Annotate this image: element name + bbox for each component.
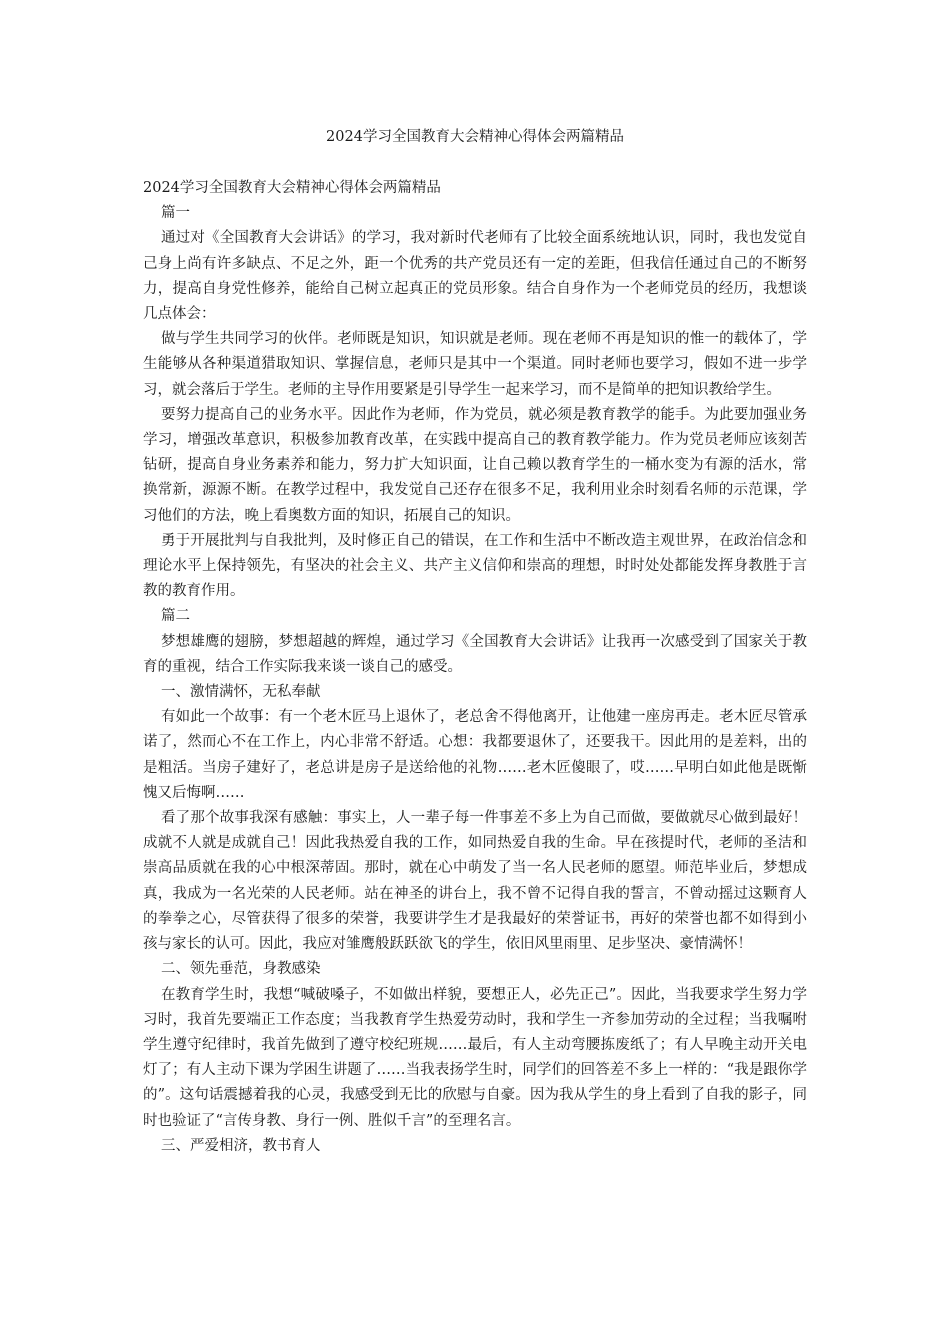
- paragraph: 做与学生共同学习的伙伴。老师既是知识，知识就是老师。现在老师不再是知识的惟一的载体了，学生能够从各种渠道猎取知识、掌握信息，老师只是其中一个渠道。同时老师也要学习，假如不进一步学习，就会落后于学生。老师的主导作用要紧是引导学生一起来学习，而不是简单的把知识教给学生。: [143, 331, 807, 398]
- paragraph: 有如此一个故事：有一个老木匠马上退休了，老总舍不得他离开，让他建一座房再走。老木匠尽管承诺了，然而心不在工作上，内心非常不舒适。心想：我都要退休了，还要我干。因此用的是差料，出的是粗活。当房子建好了，老总讲是房子是送给他的礼物……老木匠傻眼了，哎……早明白如此他是既惭愧又后悔啊……: [143, 709, 807, 801]
- paragraph: 三、严爱相济，教书育人: [161, 1137, 321, 1154]
- paragraph: 篇二: [161, 608, 190, 625]
- paragraph: 二、领先垂范，身教感染: [161, 961, 321, 978]
- document-title: 2024学习全国教育大会精神心得体会两篇精品: [326, 129, 624, 145]
- paragraph: 梦想雄鹰的翅膀，梦想超越的辉煌，通过学习《全国教育大会讲话》让我再一次感受到了国家关于教育的重视，结合工作实际我来谈一谈自己的感受。: [143, 633, 807, 675]
- paragraph: 篇一: [161, 205, 190, 222]
- paragraph: 一、激情满怀，无私奉献: [161, 684, 321, 701]
- paragraph: 2024学习全国教育大会精神心得体会两篇精品: [143, 180, 441, 196]
- paragraph: 在教育学生时，我想“喊破嗓子，不如做出样貌，要想正人，必先正己”。因此，当我要求学生努力学习时，我首先要端正工作态度；当我教育学生热爱劳动时，我和学生一齐参加劳动的全过程；当我嘱咐学生遵守纪律时，我首先做到了遵守校纪班规……最后，有人主动弯腰拣废纸了；有人早晚主动开关电灯了；有人主动下课为学困生讲题了……当我表扬学生时，同学们的回答差不多上一样的：“我是跟你学的”。这句话震撼着我的心灵，我感受到无比的欣慰与自豪。因为我从学生的身上看到了自我的影子，同时也验证了“言传身教、身行一例、胜似千言”的至理名言。: [143, 986, 807, 1129]
- paragraph: 勇于开展批判与自我批判，及时修正自己的错误，在工作和生活中不断改造主观世界，在政治信念和理论水平上保持领先，有坚决的社会主义、共产主义信仰和崇高的理想，时时处处都能发挥身教胜于言教的教育作用。: [143, 532, 807, 600]
- paragraph: 要努力提高自己的业务水平。因此作为老师，作为党员，就必须是教育教学的能手。为此要加强业务学习，增强改革意识，积极参加教育改革，在实践中提高自己的教育教学能力。作为党员老师应该刻苦钻研，提高自身业务素养和能力，努力扩大知识面，让自己赖以教育学生的一桶水变为有源的活水，常换常新，源源不断。在教学过程中，我发觉自己还存在很多不足，我利用业余时刻看名师的示范课，学习他们的方法，晚上看奥数方面的知识，拓展自己的知识。: [143, 406, 807, 524]
- document-body: [143, 176, 807, 1159]
- paragraph: 看了那个故事我深有感触：事实上，人一辈子每一件事差不多上为自己而做，要做就尽心做到最好！成就不人就是成就自己！因此我热爱自我的工作，如同热爱自我的生命。早在孩提时代，老师的圣洁和崇高品质就在我的心中根深蒂固。那时，就在心中萌发了当一名人民老师的愿望。师范毕业后，梦想成真，我成为一名光荣的人民老师。站在神圣的讲台上，我不曾不记得自我的誓言，不曾动摇过这颗育人的拳拳之心，尽管获得了很多的荣誉，我要讲学生才是我最好的荣誉证书，再好的荣誉也都不如得到小孩与家长的认可。因此，我应对雏鹰般跃跃欲飞的学生，依旧风里雨里、足步坚决、豪情满怀！: [143, 810, 807, 953]
- paragraph: 通过对《全国教育大会讲话》的学习，我对新时代老师有了比较全面系统地认识，同时，我也发觉自己身上尚有许多缺点、不足之外，距一个优秀的共产党员还有一定的差距，但我信任通过自己的不断努力，提高自身党性修养，能给自己树立起真正的党员形象。结合自身作为一个老师党员的经历，我想谈几点体会：: [143, 230, 807, 323]
